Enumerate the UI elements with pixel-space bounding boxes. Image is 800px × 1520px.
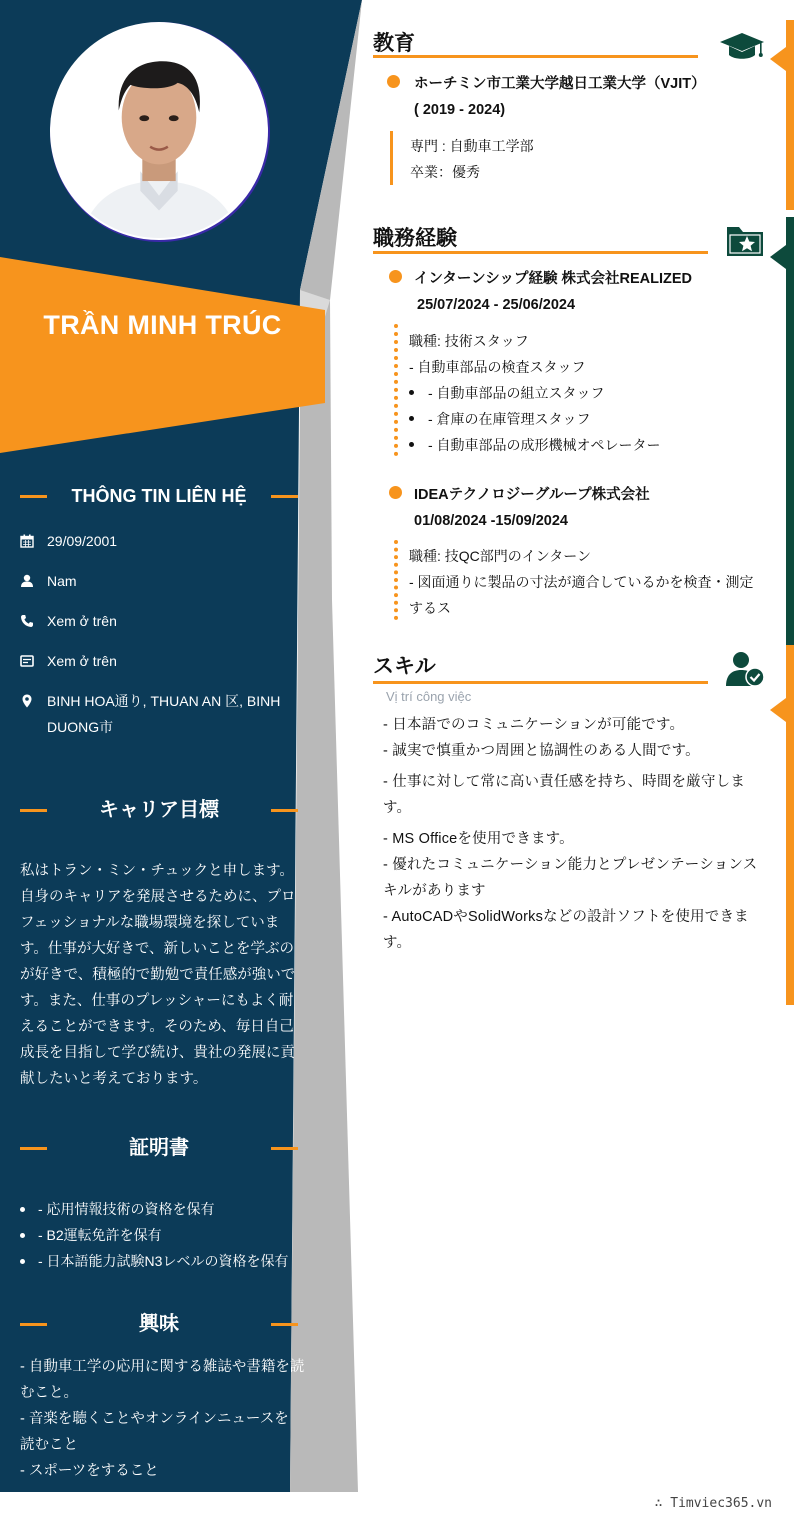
skills-section-title: スキル <box>373 655 436 678</box>
address-line-1: BINH HOA通り, THUAN AN 区, BINH <box>47 693 281 709</box>
interests-text: - 自動車工学の応用に関する雑誌や書籍を読 むこと。 - 音楽を聴くことやオンラインニュースを 読むこと - スポーツをすること <box>20 1359 305 1479</box>
experience-section-title: 職務経験 <box>373 227 457 250</box>
user-check-icon <box>724 650 766 688</box>
sidebar-accent-education <box>786 20 794 210</box>
certificates-section-title: 証明書 <box>20 1133 298 1163</box>
education-bullet-dot <box>387 75 400 88</box>
certificates-list <box>20 1196 305 1274</box>
sidebar-accent-skills <box>786 645 794 1005</box>
school-name: ホーチミン市工業大学越日工業大学（VJIT） <box>414 76 706 92</box>
list-item: - B2運転免許を保有 <box>20 1222 305 1248</box>
skills-list <box>383 712 763 956</box>
sidebar-pointer-skills <box>770 698 786 722</box>
phone-icon <box>20 614 34 628</box>
skill-line: - MS Officeを使用できます。 <box>383 831 574 847</box>
job-1-period: 25/07/2024 - 25/06/2024 <box>417 297 576 313</box>
email-icon <box>20 654 34 668</box>
logo-icon: ∴ <box>654 1496 671 1511</box>
interests-section-title: 興味 <box>20 1309 298 1339</box>
job-1-duty-bullet: - 自動車部品の組立スタッフ <box>428 385 605 401</box>
briefcase-star-icon <box>725 223 765 258</box>
experience-underline <box>373 251 708 254</box>
education-grade: 卒業：優秀 <box>410 164 480 180</box>
calendar-icon <box>20 534 34 548</box>
footer-brand: ∴ Timviec365.vn <box>654 1496 772 1511</box>
job-1-timeline <box>394 324 398 456</box>
objective-section-title: キャリア目標 <box>20 795 298 825</box>
skill-line: - 優れたコミュニケーション能力とプレゼンテーションス <box>383 857 758 873</box>
job-2-duty-cont: するス <box>409 600 451 616</box>
sidebar-pointer-experience <box>770 245 786 269</box>
education-section-title: 教育 <box>373 32 415 55</box>
job-2-duty: - 図面通りに製品の寸法が適合しているかを検査・測定 <box>409 574 754 590</box>
job-1-duty-bullet: - 倉庫の在庫管理スタッフ <box>428 411 591 427</box>
skill-line: - AutoCADやSolidWorksなどの設計ソフトを使用できま <box>383 909 749 925</box>
sidebar-pointer-education <box>770 47 786 71</box>
job-bullet-dot <box>389 486 402 499</box>
list-item: - 応用情報技術の資格を保有 <box>20 1196 305 1222</box>
skill-line: - 日本語でのコミュニケーションが可能です。 <box>383 717 685 733</box>
list-item: - 日本語能力試験N3レベルの資格を保有 <box>20 1248 305 1274</box>
job-1-duty-bullet: - 自動車部品の成形機械オペレーター <box>428 437 661 453</box>
skill-line: キルがあります <box>383 883 486 899</box>
job-1-duty: - 自動車部品の検査スタッフ <box>409 359 586 375</box>
job-bullet-dot <box>389 270 402 283</box>
person-icon <box>20 574 34 588</box>
skill-line: - 誠実で慎重かつ周囲と協調性のある人間です。 <box>383 743 700 759</box>
location-pin-icon <box>20 694 34 708</box>
address-line-2: DUONG市 <box>47 719 114 735</box>
education-timeline <box>390 131 393 185</box>
education-underline <box>373 55 698 58</box>
job-2-role: 職種: 技QC部門のインターン <box>409 548 591 564</box>
contact-section-title: THÔNG TIN LIÊN HỆ <box>20 481 298 511</box>
objective-text: 私はトラン・ミン・チュックと申します。 自身のキャリアを発展させるために、プロ フェッショナルな職場環境を探していま す。仕事が大好きで、新しいことを学ぶの が好きで、積極的で勤勉で責任感が強いで す。また、仕事のプレッシャーにもよく耐 えることができます。そのため、毎日自己 成長を目指して学び続け、貴社の発展に貢 献したいと考えております。 <box>20 863 296 1087</box>
job-2-timeline <box>394 540 398 620</box>
skills-position-placeholder: Vị trí công việc <box>386 689 472 704</box>
job-1-role: 職種: 技術スタッフ <box>409 333 529 349</box>
skill-line: - 仕事に対して常に高い責任感を持ち、時間を厳守しま <box>383 774 746 790</box>
profile-photo <box>50 22 268 240</box>
sidebar-accent-experience <box>786 217 794 645</box>
skill-line: す。 <box>383 800 412 816</box>
skills-underline <box>373 681 708 684</box>
job-1-company: インターンシップ経験 株式会社REALIZED <box>414 271 693 287</box>
education-period: ( 2019 - 2024) <box>414 102 506 118</box>
job-2-company: IDEAテクノロジーグループ株式会社 <box>414 487 650 503</box>
candidate-name: TRẦN MINH TRÚC <box>43 310 282 340</box>
job-2-period: 01/08/2024 -15/09/2024 <box>414 513 568 529</box>
skill-line: す。 <box>383 935 412 951</box>
graduation-cap-icon <box>720 31 764 63</box>
education-major: 専門 : 自動車工学部 <box>410 138 534 154</box>
